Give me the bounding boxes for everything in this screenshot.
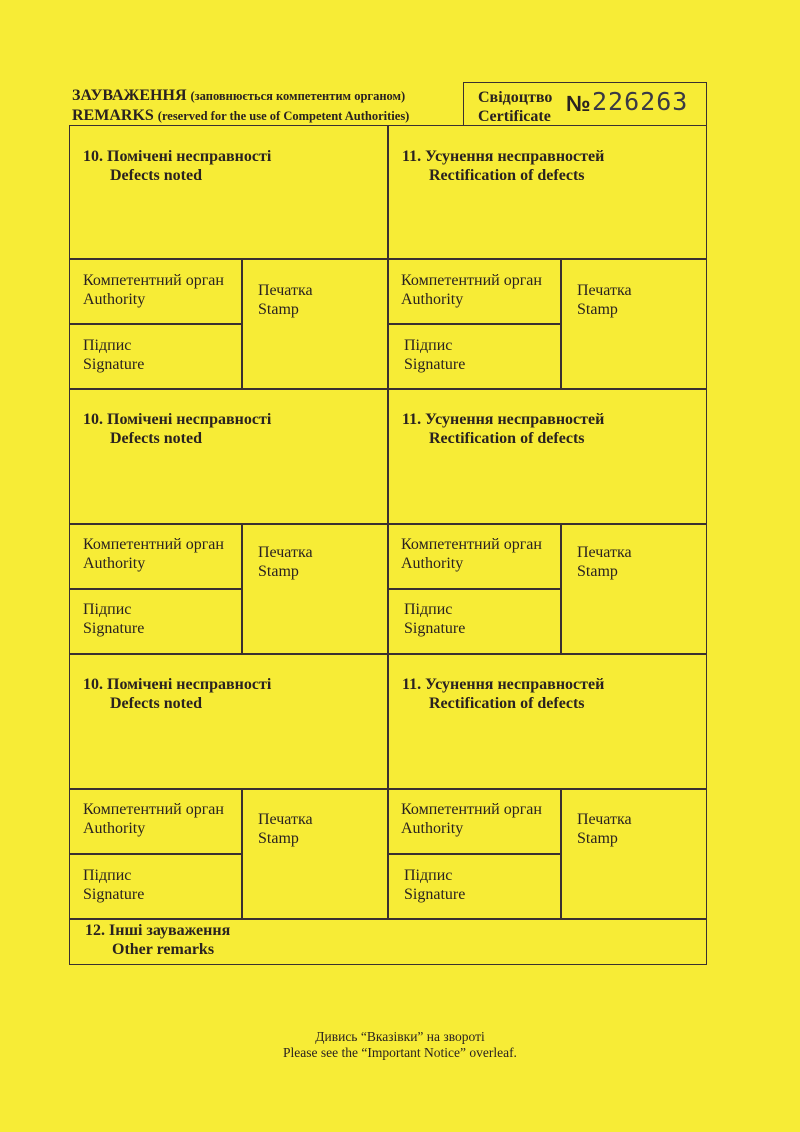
divider (388, 323, 561, 325)
certificate-box (463, 82, 707, 126)
defects-noted-field[interactable]: 10. Помічені несправності Defects noted (83, 411, 272, 447)
authority-field[interactable]: Компетентний орган Authority (401, 801, 542, 837)
divider (387, 125, 389, 919)
authority-field[interactable]: Компетентний орган Authority (83, 801, 224, 837)
stamp-field[interactable]: Печатка Stamp (258, 282, 313, 318)
signature-field[interactable]: Підпис Signature (83, 867, 145, 903)
signature-field[interactable]: Підпис Signature (83, 337, 145, 373)
other-remarks-field[interactable]: 12. Інші зауваження Other remarks (85, 922, 231, 958)
defects-noted-field[interactable]: 10. Помічені несправності Defects noted (83, 148, 272, 184)
stamp-field[interactable]: Печатка Stamp (577, 544, 632, 580)
divider (388, 853, 561, 855)
divider (241, 788, 243, 919)
certificate-label: Свідоцтво Certificate (478, 89, 553, 125)
authority-field[interactable]: Компетентний орган Authority (401, 272, 542, 308)
divider (560, 788, 562, 919)
remarks-title-en: REMARKS (reserved for the use of Competent Authorities) (72, 107, 410, 124)
divider (69, 588, 242, 590)
rectification-field[interactable]: 11. Усунення несправностей Rectification of defects (402, 411, 605, 447)
defects-noted-field[interactable]: 10. Помічені несправності Defects noted (83, 676, 272, 712)
divider (241, 258, 243, 389)
divider (388, 588, 561, 590)
rectification-field[interactable]: 11. Усунення несправностей Rectification of defects (402, 676, 605, 712)
signature-field[interactable]: Підпис Signature (404, 337, 466, 373)
remarks-header (72, 86, 462, 126)
certificate-number: 226263 (592, 87, 689, 116)
footer-notice-en: Please see the “Important Notice” overleaf. (283, 1045, 517, 1060)
number-sign: № (566, 91, 591, 116)
authority-field[interactable]: Компетентний орган Authority (83, 536, 224, 572)
rectification-field[interactable]: 11. Усунення несправностей Rectification of defects (402, 148, 605, 184)
stamp-field[interactable]: Печатка Stamp (258, 811, 313, 847)
stamp-field[interactable]: Печатка Stamp (577, 282, 632, 318)
divider (69, 323, 242, 325)
divider (241, 523, 243, 654)
authority-field[interactable]: Компетентний орган Authority (401, 536, 542, 572)
footer-notice-uk: Дивись “Вказівки” на звороті (315, 1029, 485, 1044)
authority-field[interactable]: Компетентний орган Authority (83, 272, 224, 308)
stamp-field[interactable]: Печатка Stamp (258, 544, 313, 580)
remarks-title-uk: ЗАУВАЖЕННЯ (заповнюється компетентим органом) (72, 87, 406, 104)
signature-field[interactable]: Підпис Signature (83, 601, 145, 637)
divider (560, 523, 562, 654)
signature-field[interactable]: Підпис Signature (404, 867, 466, 903)
signature-field[interactable]: Підпис Signature (404, 601, 466, 637)
stamp-field[interactable]: Печатка Stamp (577, 811, 632, 847)
divider (560, 258, 562, 389)
divider (69, 853, 242, 855)
